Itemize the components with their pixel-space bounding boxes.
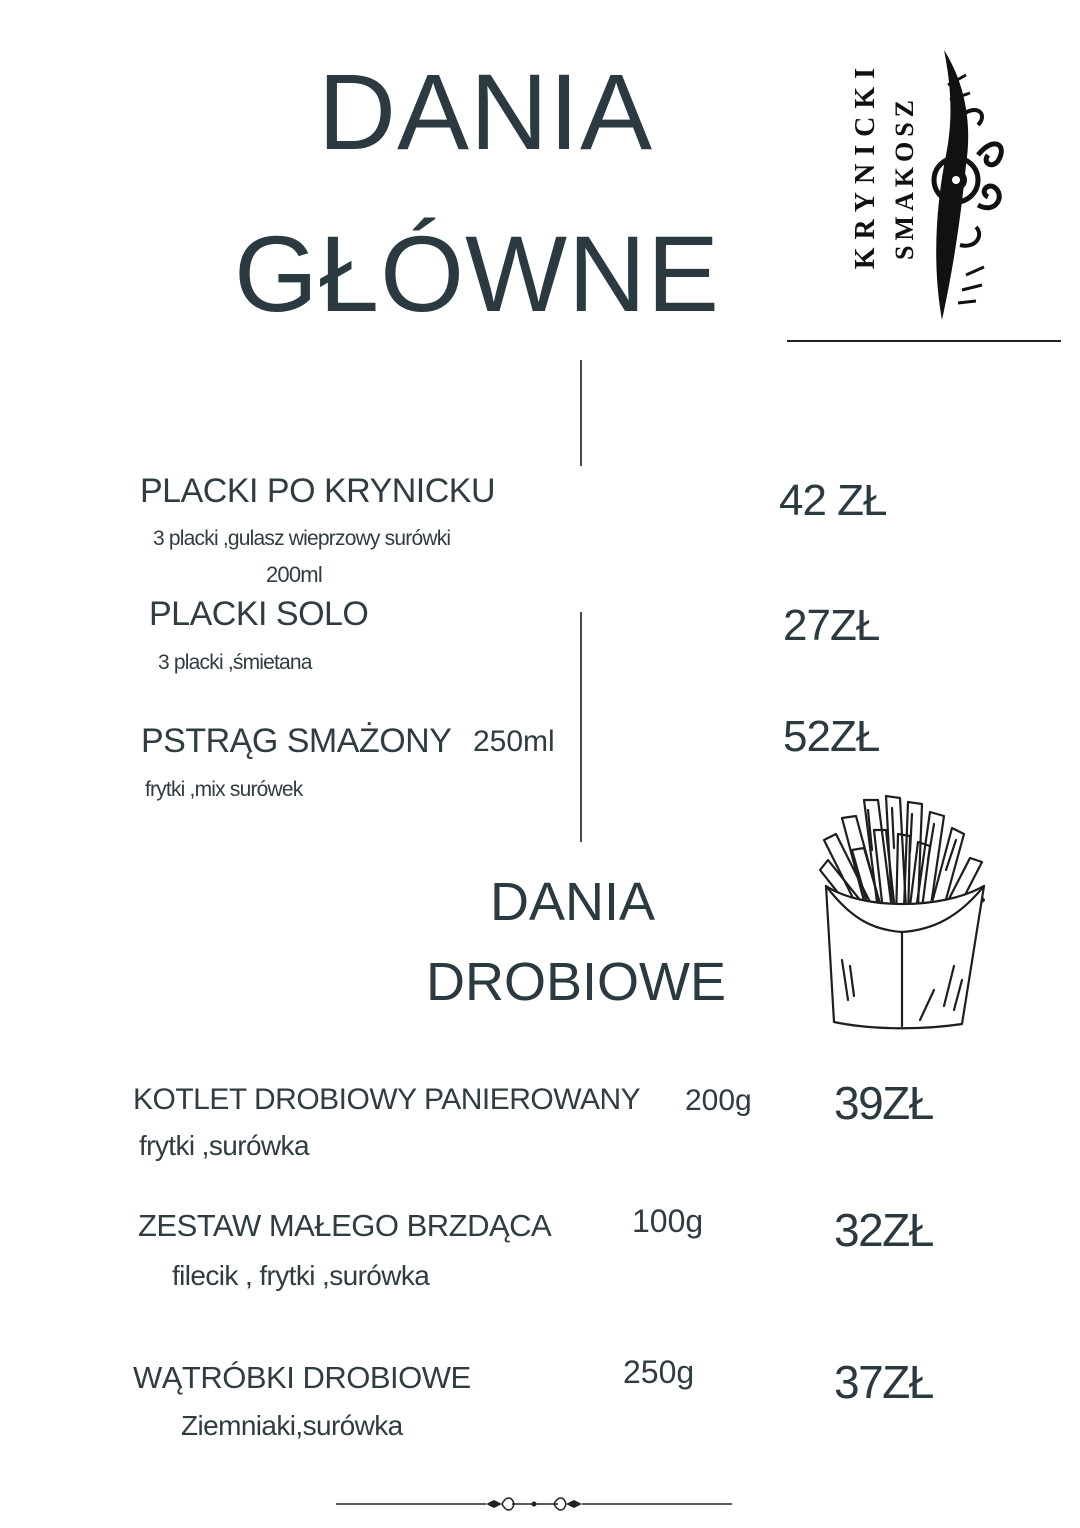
logo-text-line2: SMAKOSZ [890,95,919,261]
item-desc: 3 placki ,śmietana [158,651,312,674]
item-name: PLACKI SOLO [149,595,369,633]
item-weight: 100g [632,1203,704,1239]
item-name: WĄTRÓBKI DROBIOWE [133,1360,471,1395]
item-price: 27ZŁ [783,601,880,650]
logo-underline [787,340,1061,342]
vertical-divider-middle [580,612,582,842]
item-name: ZESTAW MAŁEGO BRZDĄCA [138,1208,552,1243]
item-price: 52ZŁ [783,712,880,761]
page-title-line1: DANIA [318,51,654,172]
item-price: 42 ZŁ [779,476,887,525]
item-desc: frytki ,surówka [139,1130,309,1161]
ornament-divider-icon [336,1494,732,1514]
item-weight: 200g [685,1084,752,1117]
item-name: PLACKI PO KRYNICKU [140,472,496,510]
item-name: KOTLET DROBIOWY PANIEROWANY [133,1083,641,1116]
vertical-divider-top [580,360,582,466]
item-desc: filecik , frytki ,surówka [172,1260,430,1291]
item-weight: 200ml [266,562,322,587]
item-price: 37ZŁ [834,1356,933,1408]
item-weight: 250ml [473,725,555,758]
fries-icon [812,790,992,1030]
item-weight: 250g [623,1354,695,1390]
section-title-line1: DANIA [490,872,656,932]
section-title-line2: DROBIOWE [426,952,727,1012]
item-price: 39ZŁ [834,1077,933,1129]
logo [840,40,1020,330]
item-price: 32ZŁ [834,1204,933,1256]
page-title-line2: GŁÓWNE [234,213,721,334]
item-name: PSTRĄG SMAŻONY [141,722,452,760]
item-desc: Ziemniaki,surówka [181,1410,403,1441]
folk-ornament-icon [922,45,1012,325]
logo-text-line1: KRYNICKI [850,60,881,270]
item-desc: frytki ,mix surówek [145,778,303,801]
item-desc: 3 placki ,gulasz wieprzowy surówki [153,527,451,550]
